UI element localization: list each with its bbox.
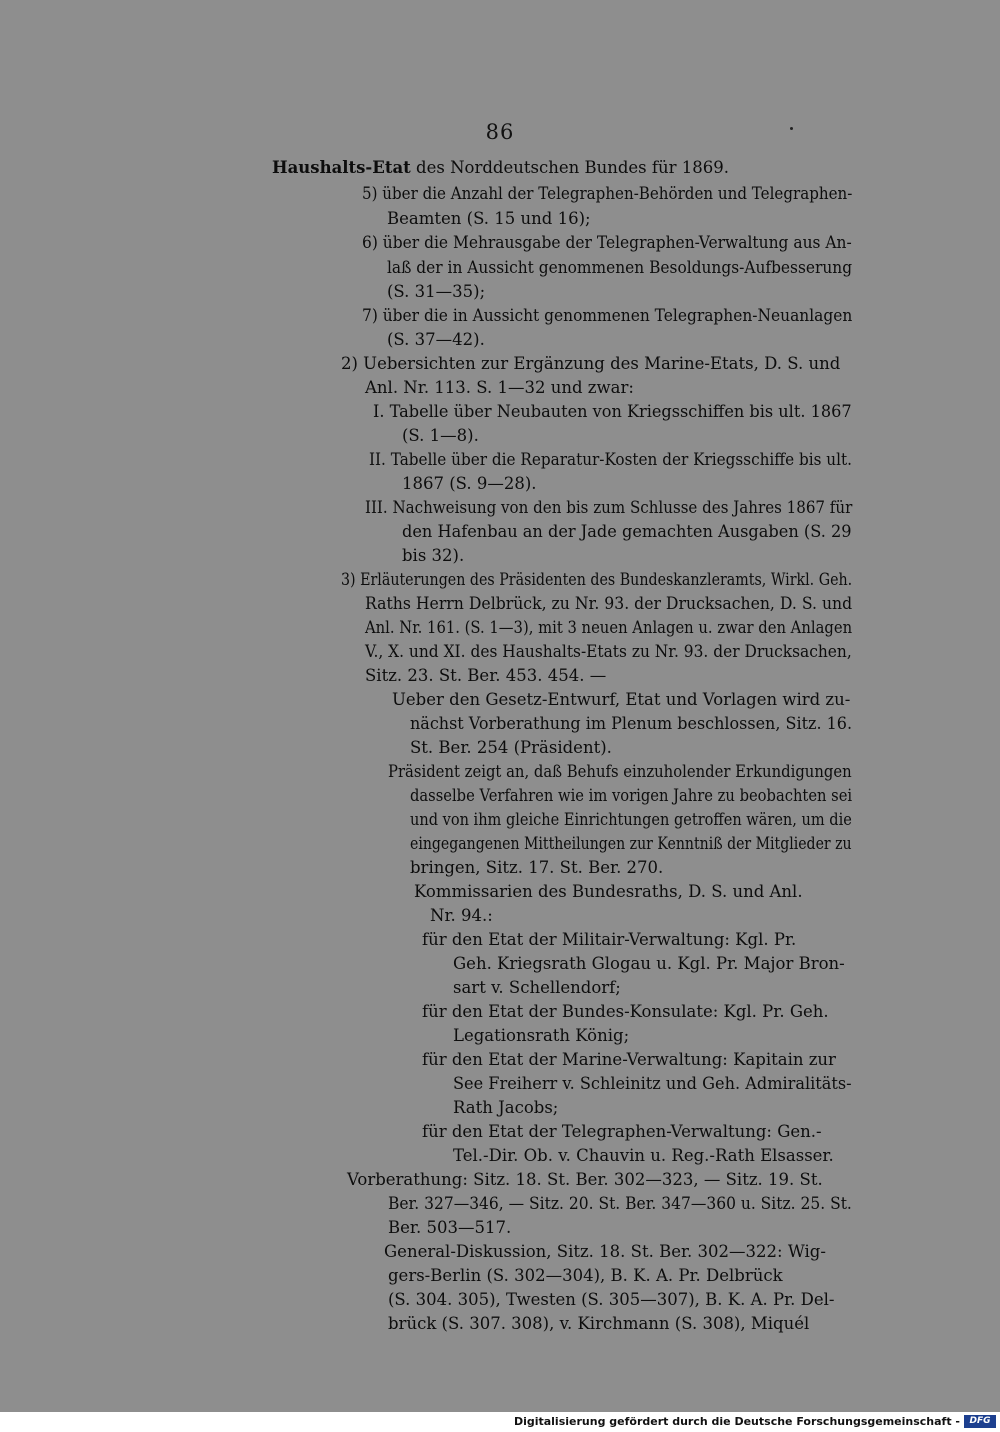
text-line: 3) Erläuterungen des Präsidenten des Bundeskanzleramts, Wirkl. Geh. bbox=[341, 570, 853, 589]
text-line: Anl. Nr. 161. (S. 1—3), mit 3 neuen Anlagen u. zwar den Anlagen bbox=[365, 618, 853, 637]
page-number: 86 bbox=[485, 120, 515, 144]
text-line: (S. 1—8). bbox=[402, 426, 479, 445]
text-line: brück (S. 307. 308), v. Kirchmann (S. 308), Miquél bbox=[388, 1314, 810, 1333]
text-line: Raths Herrn Delbrück, zu Nr. 93. der Drucksachen, D. S. und bbox=[365, 594, 853, 613]
text-line: Ber. 503—517. bbox=[388, 1218, 512, 1237]
text-line: II. Tabelle über die Reparatur-Kosten der Kriegsschiffe bis ult. bbox=[369, 450, 852, 469]
text-line: den Hafenbau an der Jade gemachten Ausgaben (S. 29 bbox=[402, 522, 852, 541]
text-line: dasselbe Verfahren wie im vorigen Jahre zu beobachten sei bbox=[410, 786, 853, 805]
text-line: 7) über die in Aussicht genommenen Telegraphen-Neuanlagen bbox=[362, 306, 853, 325]
text-line: Nr. 94.: bbox=[430, 906, 493, 925]
text-line: 5) über die Anzahl der Telegraphen-Behörden und Telegraphen- bbox=[362, 184, 853, 203]
text-line: St. Ber. 254 (Präsident). bbox=[410, 738, 612, 757]
funding-notice: Digitalisierung gefördert durch die Deutsche Forschungsgemeinschaft - bbox=[513, 1415, 960, 1428]
text-line: bis 32). bbox=[402, 546, 465, 565]
text-line: Beamten (S. 15 und 16); bbox=[387, 209, 591, 228]
heading-title: Haushalts-Etat bbox=[272, 158, 411, 177]
text-line: Präsident zeigt an, daß Behufs einzuholender Erkundigungen bbox=[388, 762, 852, 781]
text-line: (S. 31—35); bbox=[387, 282, 486, 301]
text-line: V., X. und XI. des Haushalts-Etats zu Nr. 93. der Drucksachen, bbox=[365, 642, 852, 661]
text-line: Anl. Nr. 113. S. 1—32 und zwar: bbox=[365, 378, 634, 397]
heading-rest: des Norddeutschen Bundes für 1869. bbox=[410, 158, 729, 177]
text-line: I. Tabelle über Neubauten von Kriegsschiffen bis ult. 1867 bbox=[373, 402, 852, 421]
text-line: 6) über die Mehrausgabe der Telegraphen-Verwaltung aus An- bbox=[362, 233, 852, 252]
text-line: für den Etat der Telegraphen-Verwaltung: Gen.- bbox=[422, 1122, 822, 1141]
text-line: bringen, Sitz. 17. St. Ber. 270. bbox=[410, 858, 664, 877]
text-line: Kommissarien des Bundesraths, D. S. und Anl. bbox=[414, 882, 803, 901]
text-line: 2) Uebersichten zur Ergänzung des Marine-Etats, D. S. und bbox=[341, 354, 841, 373]
text-line: See Freiherr v. Schleinitz und Geh. Admiralitäts- bbox=[453, 1074, 852, 1093]
text-line: laß der in Aussicht genommenen Besoldungs-Aufbesserung bbox=[387, 258, 853, 277]
dfg-logo: DFG bbox=[964, 1415, 996, 1428]
text-line: nächst Vorberathung im Plenum beschlossen, Sitz. 16. bbox=[410, 714, 853, 733]
text-line: und von ihm gleiche Einrichtungen getroffen wären, um die bbox=[410, 810, 852, 829]
text-line: (S. 304. 305), Twesten (S. 305—307), B. K. A. Pr. Del- bbox=[388, 1290, 835, 1309]
text-line: gers-Berlin (S. 302—304), B. K. A. Pr. Delbrück bbox=[388, 1266, 783, 1285]
text-line: Ueber den Gesetz-Entwurf, Etat und Vorlagen wird zu- bbox=[392, 690, 851, 709]
scan-speck bbox=[790, 127, 793, 130]
text-line: Ber. 327—346, — Sitz. 20. St. Ber. 347—360 u. Sitz. 25. St. bbox=[388, 1194, 852, 1213]
text-line: Geh. Kriegsrath Glogau u. Kgl. Pr. Major Bron- bbox=[453, 954, 845, 973]
text-line: Tel.-Dir. Ob. v. Chauvin u. Reg.-Rath Elsasser. bbox=[453, 1146, 834, 1165]
text-line: sart v. Schellendorf; bbox=[453, 978, 621, 997]
text-line: Legationsrath König; bbox=[453, 1026, 630, 1045]
text-line: für den Etat der Militair-Verwaltung: Kgl. Pr. bbox=[422, 930, 797, 949]
text-line: eingegangenen Mittheilungen zur Kenntniß der Mitglieder zu bbox=[410, 834, 852, 853]
text-line: für den Etat der Bundes-Konsulate: Kgl. Pr. Geh. bbox=[422, 1002, 829, 1021]
text-line: für den Etat der Marine-Verwaltung: Kapitain zur bbox=[422, 1050, 836, 1069]
text-line: Sitz. 23. St. Ber. 453. 454. — bbox=[365, 666, 607, 685]
text-line: III. Nachweisung von den bis zum Schlusse des Jahres 1867 für bbox=[365, 498, 853, 517]
text-line: Vorberathung: Sitz. 18. St. Ber. 302—323, — Sitz. 19. St. bbox=[347, 1170, 823, 1189]
text-line: General-Diskussion, Sitz. 18. St. Ber. 302—322: Wig- bbox=[384, 1242, 826, 1261]
text-line: 1867 (S. 9—28). bbox=[402, 474, 537, 493]
text-line: Rath Jacobs; bbox=[453, 1098, 559, 1117]
footer-bar bbox=[0, 1412, 1000, 1432]
page-heading bbox=[272, 158, 729, 178]
text-line: (S. 37—42). bbox=[387, 330, 485, 349]
